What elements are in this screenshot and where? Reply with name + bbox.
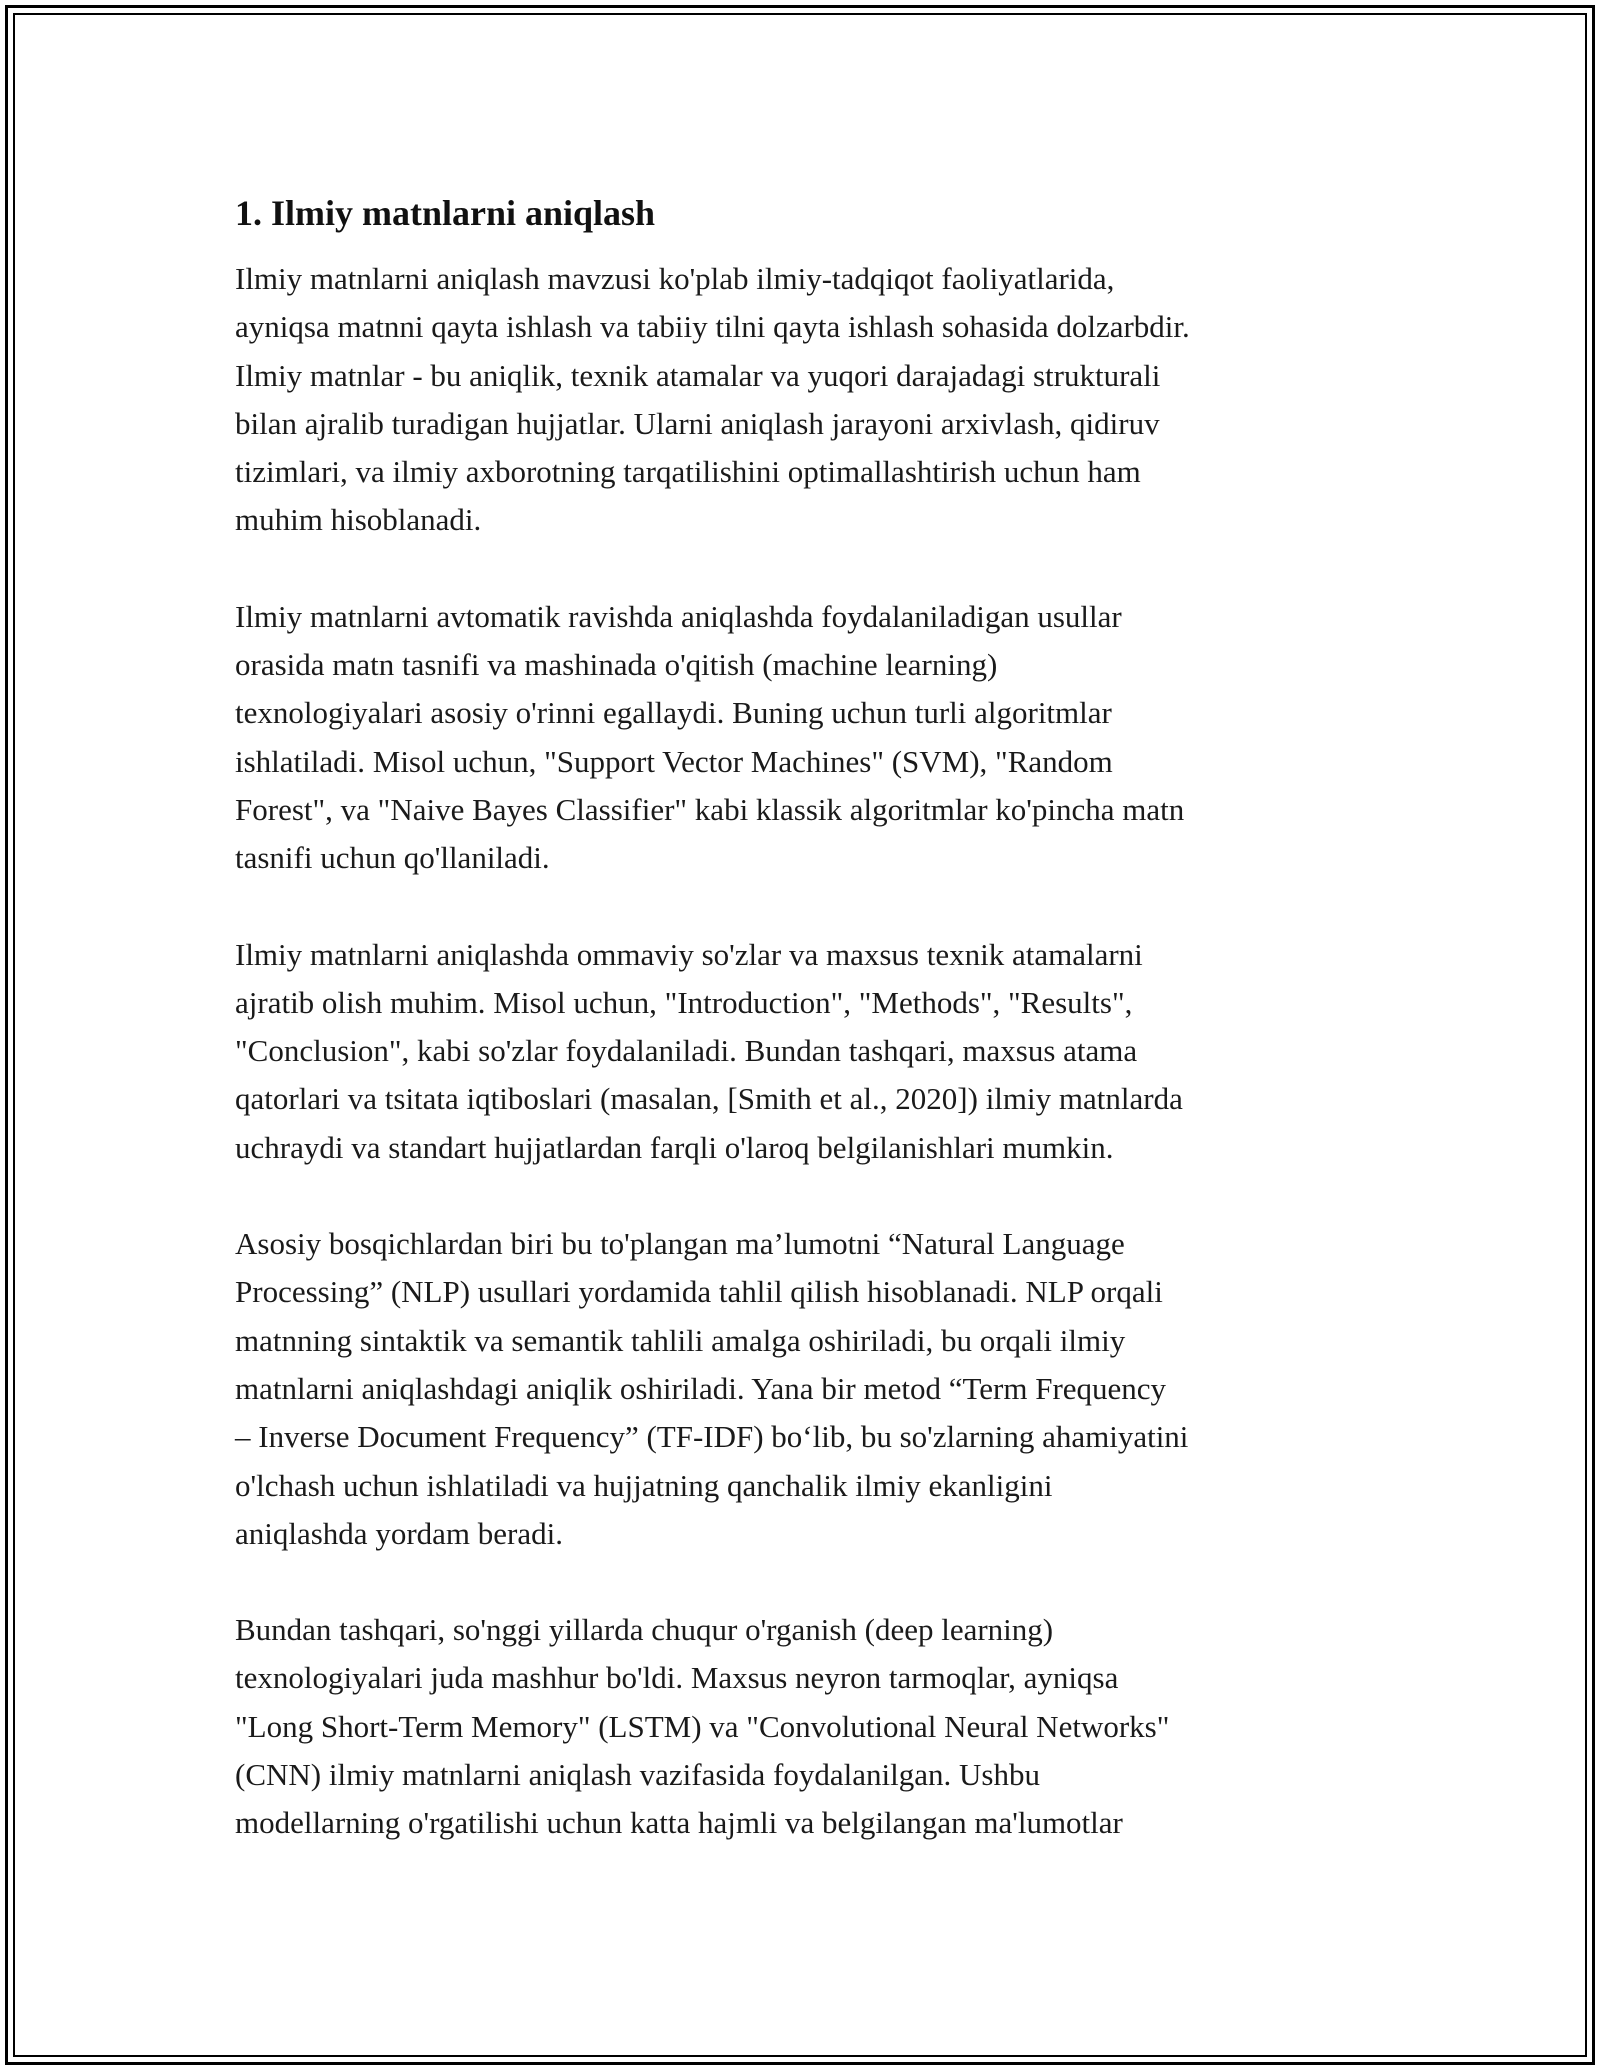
paragraph-4: Asosiy bosqichlardan biri bu to'plangan ma’lumotni “Natural Language Processing” (NLP) usullari yordamida tahlil qilish hisoblanadi. NLP orqali matnning sintaktik va semantik tahlili amalga oshiriladi, bu orqali ilmiy matnlarni aniqlashdagi aniqlik oshiriladi. Yana bir metod “Term Frequency – Inverse Document Frequency” (TF-IDF) bo‘lib, bu so'zlarning ahamiyatini o'lchash uchun ishlatiladi va hujjatning qanchalik ilmiy ekanligini aniqlashda yordam beradi.	[235, 1226, 1189, 1551]
paragraph-2: Ilmiy matnlarni avtomatik ravishda aniqlashda foydalaniladigan usullar orasida matn tasnifi va mashinada o'qitish (machine learning) texnologiyalari asosiy o'rinni egallaydi. Buning uchun turli algoritmlar ishlatiladi. Misol uchun, "Support Vector Machines" (SVM), "Random Forest", va "Naive Bayes Classifier" kabi klassik algoritmlar ko'pincha matn tasnifi uchun qo'llaniladi.	[235, 598, 1185, 876]
section-heading: 1. Ilmiy matnlarni aniqlash	[235, 193, 656, 233]
paragraph-1: Ilmiy matnlarni aniqlash mavzusi ko'plab ilmiy-tadqiqot faoliyatlarida, ayniqsa matnni qayta ishlash va tabiiy tilni qayta ishlash sohasida dolzarbdir. Ilmiy matnlar - bu aniqlik, texnik atamalar va yuqori darajadagi strukturali bilan ajralib turadigan hujjatlar. Ularni aniqlash jarayoni arxivlash, qidiruv tizimlari, va ilmiy axborotning tarqatilishini optimallashtirish uchun ham muhim hisoblanadi.	[235, 261, 1190, 538]
paragraph-3: Ilmiy matnlarni aniqlashda ommaviy so'zlar va maxsus texnik atamalarni ajratib olish muhim. Misol uchun, "Introduction", "Methods", "Results", "Conclusion", kabi so'zlar foydalaniladi. Bundan tashqari, maxsus atama qatorlari va tsitata iqtiboslari (masalan, [Smith et al., 2020]) ilmiy matnlarda uchraydi va standart hujjatlardan farqli o'laroq belgilanishlari mumkin.	[235, 936, 1183, 1165]
paragraph-5: Bundan tashqari, so'nggi yillarda chuqur o'rganish (deep learning) texnologiyalari juda mashhur bo'ldi. Maxsus neyron tarmoqlar, ayniqsa "Long Short-Term Memory" (LSTM) va "Convolutional Neural Networks" (CNN) ilmiy matnlarni aniqlash vazifasida foydalanilgan. Ushbu modellarning o'rgatilishi uchun katta hajmli va belgilangan ma'lumotlar	[235, 1612, 1170, 1841]
document-body	[235, 185, 1375, 1896]
